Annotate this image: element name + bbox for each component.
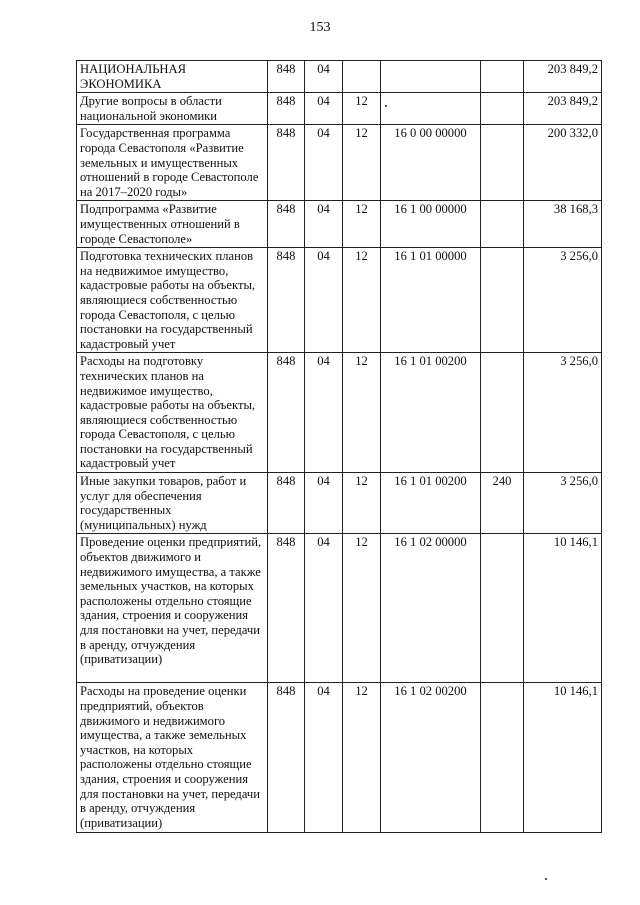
- amount-cell: 10 146,1: [524, 683, 602, 833]
- table-row: [77, 201, 602, 248]
- expense-type-cell: [481, 534, 524, 683]
- department-code-cell: 848: [268, 683, 305, 833]
- subsection-code-cell: 12: [343, 473, 381, 534]
- expense-type-cell: [481, 248, 524, 353]
- subsection-code-cell: 12: [343, 534, 381, 683]
- section-code-cell: 04: [305, 125, 343, 201]
- section-code-cell: 04: [305, 473, 343, 534]
- department-code-cell: 848: [268, 125, 305, 201]
- section-code-cell: 04: [305, 61, 343, 93]
- table-row: [77, 93, 602, 125]
- department-code-cell: 848: [268, 61, 305, 93]
- amount-cell: 3 256,0: [524, 473, 602, 534]
- expense-type-cell: [481, 683, 524, 833]
- table-row: [77, 353, 602, 473]
- amount-cell: 203 849,2: [524, 93, 602, 125]
- target-article-cell: 16 1 01 00200: [381, 473, 481, 534]
- target-article-cell: [381, 61, 481, 93]
- subsection-code-cell: 12: [343, 125, 381, 201]
- section-code-cell: 04: [305, 534, 343, 683]
- target-article-cell: 16 1 02 00000: [381, 534, 481, 683]
- subsection-code-cell: 12: [343, 353, 381, 473]
- row-name-cell: Подготовка технических планов на недвижимое имущество, кадастровые работы на объекты, являющиеся собственностью города Севастополя, с целью постановки на государственный кадастровый учет: [77, 248, 268, 353]
- section-code-cell: 04: [305, 248, 343, 353]
- target-article-cell: [381, 93, 481, 125]
- expense-type-cell: [481, 353, 524, 473]
- target-article-cell: 16 1 02 00200: [381, 683, 481, 833]
- subsection-code-cell: 12: [343, 248, 381, 353]
- department-code-cell: 848: [268, 353, 305, 473]
- page-number: 153: [309, 20, 331, 35]
- amount-cell: 200 332,0: [524, 125, 602, 201]
- expense-type-cell: [481, 201, 524, 248]
- section-code-cell: 04: [305, 201, 343, 248]
- department-code-cell: 848: [268, 534, 305, 683]
- section-code-cell: 04: [305, 93, 343, 125]
- department-code-cell: 848: [268, 248, 305, 353]
- table-row: [77, 125, 602, 201]
- section-code-cell: 04: [305, 683, 343, 833]
- target-article-cell: 16 1 00 00000: [381, 201, 481, 248]
- table-row: [77, 683, 602, 833]
- subsection-code-cell: 12: [343, 683, 381, 833]
- amount-cell: 38 168,3: [524, 201, 602, 248]
- row-name-cell: Проведение оценки предприятий, объектов движимого и недвижимого имущества, а также земельных участков, на которых расположены отдельно стоящие здания, строения и сооружения для постановки на учет, передачи в аренду, отчуждения (приватизации): [77, 534, 268, 683]
- scan-speck: [385, 105, 387, 107]
- expense-type-cell: [481, 93, 524, 125]
- row-name-cell: Расходы на проведение оценки предприятий, объектов движимого и недвижимого имущества, а также земельных участков, на которых расположены отдельно стоящие здания, строения и сооружения для постановки на учет, передачи в аренду, отчуждения (приватизации): [77, 683, 268, 833]
- subsection-code-cell: 12: [343, 93, 381, 125]
- row-name-cell: Другие вопросы в области национальной экономики: [77, 93, 268, 125]
- department-code-cell: 848: [268, 93, 305, 125]
- budget-table: [76, 60, 602, 833]
- expense-type-cell: [481, 125, 524, 201]
- target-article-cell: 16 1 01 00000: [381, 248, 481, 353]
- amount-cell: 10 146,1: [524, 534, 602, 683]
- department-code-cell: 848: [268, 473, 305, 534]
- scan-speck: [545, 878, 547, 880]
- row-name-cell: Иные закупки товаров, работ и услуг для обеспечения государственных (муниципальных) нужд: [77, 473, 268, 534]
- expense-type-cell: [481, 61, 524, 93]
- row-name-cell: Расходы на подготовку технических планов на недвижимое имущество, кадастровые работы на объекты, являющиеся собственностью города Севастополя, с целью постановки на государственный кадастровый учет: [77, 353, 268, 473]
- table-row: [77, 248, 602, 353]
- table-row: [77, 61, 602, 93]
- table-row: [77, 534, 602, 683]
- amount-cell: 203 849,2: [524, 61, 602, 93]
- department-code-cell: 848: [268, 201, 305, 248]
- target-article-cell: 16 1 01 00200: [381, 353, 481, 473]
- row-name-cell: НАЦИОНАЛЬНАЯ ЭКОНОМИКА: [77, 61, 268, 93]
- subsection-code-cell: [343, 61, 381, 93]
- row-name-cell: Государственная программа города Севастополя «Развитие земельных и имущественных отношений в городе Севастополе на 2017–2020 годы»: [77, 125, 268, 201]
- target-article-cell: 16 0 00 00000: [381, 125, 481, 201]
- subsection-code-cell: 12: [343, 201, 381, 248]
- expense-type-cell: 240: [481, 473, 524, 534]
- section-code-cell: 04: [305, 353, 343, 473]
- table-row: [77, 473, 602, 534]
- amount-cell: 3 256,0: [524, 353, 602, 473]
- amount-cell: 3 256,0: [524, 248, 602, 353]
- row-name-cell: Подпрограмма «Развитие имущественных отношений в городе Севастополе»: [77, 201, 268, 248]
